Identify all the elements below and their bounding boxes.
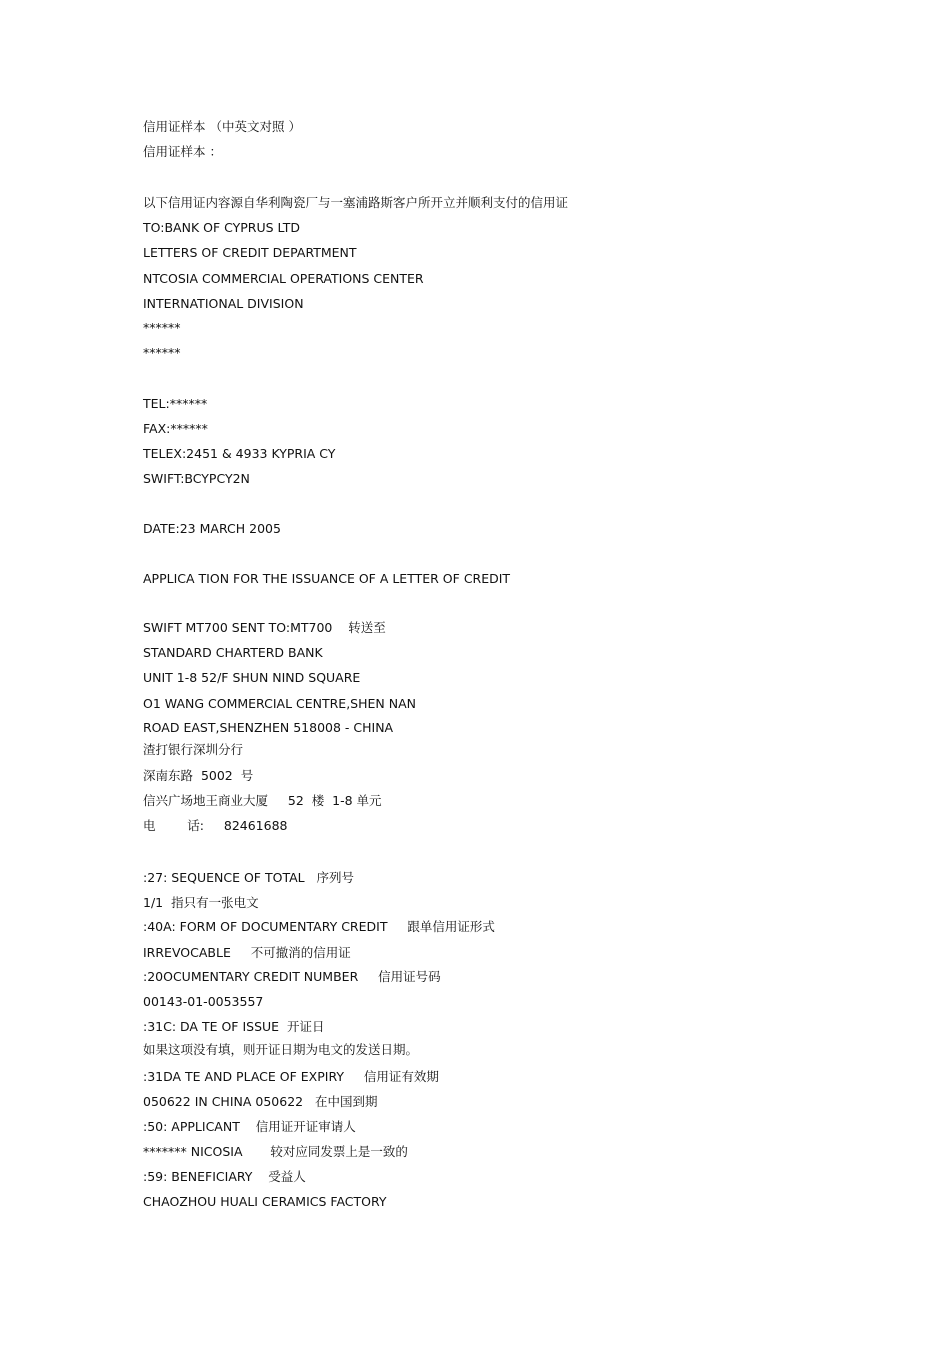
field-line: :31C: DA TE OF ISSUE 开证日 [143,1019,325,1034]
text-line: 深南东路 5002 号 [143,768,254,783]
intro-text: 以下信用证内容源自华利陶瓷厂与一塞浦路斯客户所开立并顺利支付的信用证 [143,195,569,210]
doc-subtitle: 信用证样本 ： [143,144,222,159]
text-line: ****** [143,345,181,360]
text-line: 00143-01-0053557 [143,994,264,1009]
field-line: :59: BENEFICIARY 受益人 [143,1169,306,1184]
text-line: 渣打银行深圳分行 [143,742,244,757]
text-line: SWIFT:BCYPCY2N [143,471,250,486]
text-line: 信兴广场地王商业大厦 52 楼 1-8 单元 [143,793,382,808]
field-line: :20OCUMENTARY CREDIT NUMBER 信用证号码 [143,969,441,984]
field-line: :40A: FORM OF DOCUMENTARY CREDIT 跟单信用证形式 [143,919,495,934]
text-line: 1/1 指只有一张电文 [143,895,259,910]
text-line: ******* NICOSIA 较对应同发票上是一致的 [143,1144,408,1159]
text-line: 如果这项没有填，则开证日期为电文的发送日期。 [143,1042,419,1057]
field-line: :50: APPLICANT 信用证开证审请人 [143,1119,356,1134]
application-heading: APPLICA TION FOR THE ISSUANCE OF A LETTER OF CREDIT [143,571,511,586]
text-line: CHAOZHOU HUALI CERAMICS FACTORY [143,1194,387,1209]
field-line: :31DA TE AND PLACE OF EXPIRY 信用证有效期 [143,1069,439,1084]
text-line: FAX:****** [143,421,208,436]
text-line: ****** [143,320,181,335]
text-line: LETTERS OF CREDIT DEPARTMENT [143,245,357,260]
text-line: O1 WANG COMMERCIAL CENTRE,SHEN NAN [143,696,416,711]
text-line: SWIFT MT700 SENT TO:MT700 转送至 [143,620,386,635]
text-line: ROAD EAST,SHENZHEN 518008 - CHINA [143,720,394,735]
text-line: 电 话: 82461688 [143,818,288,833]
text-line: 050622 IN CHINA 050622 在中国到期 [143,1094,378,1109]
text-line: TO:BANK OF CYPRUS LTD [143,220,301,235]
text-line: STANDARD CHARTERD BANK [143,645,323,660]
text-line: UNIT 1-8 52/F SHUN NIND SQUARE [143,670,361,685]
text-line: TEL:****** [143,396,208,411]
field-line: :27: SEQUENCE OF TOTAL 序列号 [143,870,355,885]
text-line: INTERNATIONAL DIVISION [143,296,304,311]
date-line: DATE:23 MARCH 2005 [143,521,281,536]
doc-title: 信用证样本 （中英文对照 ） [143,119,301,134]
text-line: NTCOSIA COMMERCIAL OPERATIONS CENTER [143,271,424,286]
text-line: TELEX:2451 & 4933 KYPRIA CY [143,446,336,461]
text-line: IRREVOCABLE 不可撤消的信用证 [143,945,351,960]
